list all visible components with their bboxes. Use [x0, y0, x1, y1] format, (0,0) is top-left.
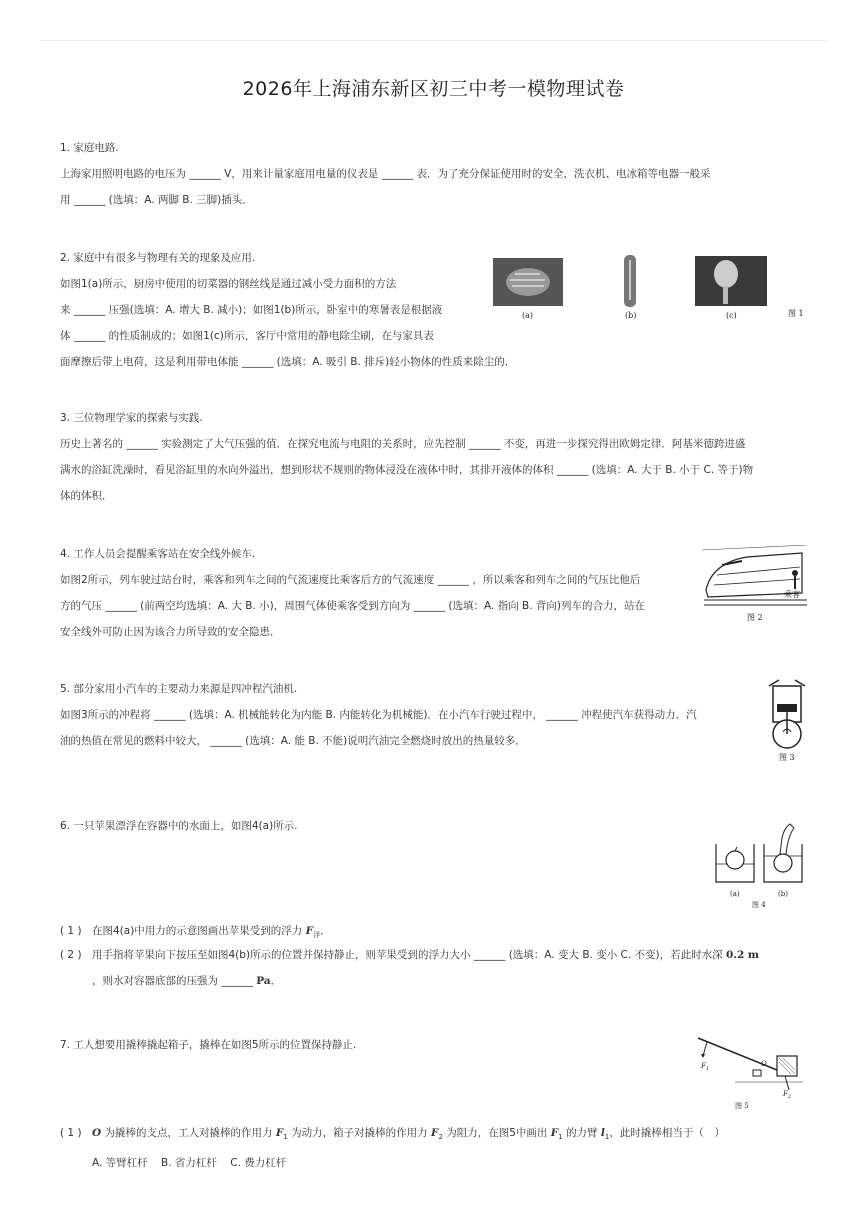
figure-5: [695, 1034, 805, 1114]
fig1b-label: (b): [625, 311, 637, 320]
q7-text-e: 的力臂: [566, 1127, 598, 1139]
svg-text:F1: [700, 1062, 709, 1072]
q2-line-4: 面摩擦后带上电荷，这是利用带电体能 ______ (选填：A. 吸引 B. 排斥)轻小物体的性质来除尘的．: [60, 356, 516, 368]
fig4a-label: (a): [730, 890, 740, 898]
question-1: [60, 135, 711, 213]
q7-f1-symbol-2: F: [550, 1127, 559, 1139]
question-6: [60, 813, 298, 839]
q3-line-2: 满水的浴缸洗澡时，看见浴缸里的水向外溢出，想到形状不规则的物体浸没在液体中时，其排开液体的体积 ______ (选填：A. 大于 B. 小于 C. 等于)物: [60, 464, 754, 476]
passenger-figure: [792, 570, 798, 576]
q6-part-1-end: ．: [320, 925, 331, 937]
q7-f2-symbol: F: [430, 1127, 439, 1139]
page-title: 2026年上海浦东新区初三中考一模物理试卷: [242, 78, 625, 100]
q7-option-b: B. 省力杠杆: [161, 1157, 217, 1170]
q7-text-f: ，此时撬棒相当于（ ）: [609, 1127, 725, 1139]
q7-part-1-number: ( 1 ): [60, 1127, 82, 1139]
q7-o-symbol: O: [92, 1127, 102, 1139]
q5-heading: 5. 部分家用小汽车的主要动力来源是四冲程汽油机.: [60, 683, 298, 695]
q6-part-1-number: ( 1 ): [60, 925, 82, 937]
q6-part-2-text-b: ，则水对容器底部的压强为 ______: [92, 975, 253, 987]
q4-line-3: 安全线外可防止因为该合力所导致的安全隐患．: [60, 626, 281, 638]
apple-b: [774, 854, 792, 872]
q2-heading: 2. 家庭中有很多与物理有关的现象及应用.: [60, 252, 256, 264]
q7-options: [60, 1150, 820, 1176]
q3-line-1: 历史上著名的 ______ 实验测定了大气压强的值．在探究电流与电阻的关系时，应先控制 ______ 不变，再进一步探究得出欧姆定律．阿基米德跨进盛: [60, 438, 746, 450]
question-4: [60, 541, 645, 645]
q6-pressure-unit: Pa: [256, 975, 271, 987]
q6-part-2-text: 用手指将苹果向下按压至如图4(b)所示的位置并保持静止，则苹果受到的浮力大小 ______ (选填：A. 变大 B. 变小 C. 不变)，若此时水深: [92, 949, 723, 961]
fig5-f2-sub: 2: [787, 1094, 792, 1100]
q7-option-c: C. 费力杠杆: [230, 1157, 287, 1170]
q2-line-3: 体 ______ 的性质制成的；如图1(c)所示，客厅中常用的静电除尘刷，在与家具表: [60, 330, 434, 342]
q7-f1-sub: 1: [283, 1133, 288, 1142]
fig1-caption: 图 1: [788, 309, 804, 318]
fig1c-label: (c): [726, 311, 737, 320]
question-7: [60, 1032, 356, 1058]
q7-text-b: 为撬棒的支点，工人对撬棒的作用力: [104, 1127, 273, 1139]
question-3: [60, 405, 753, 509]
q4-line-1: 如图2所示，列车驶过站台时，乘客和列车之间的气流速度比乘客后方的气流速度 ______ ，所以乘客和列车之间的气压比他后: [60, 574, 641, 586]
apple-a: [726, 851, 744, 869]
q6-part-1-text: 在图4(a)中用力的示意图画出苹果受到的浮力: [92, 925, 303, 937]
q1-line-2: 用 ______ (选填：A. 两脚 B. 三脚)插头．: [60, 194, 253, 206]
q7-l1-symbol: l: [600, 1127, 605, 1139]
piston: [777, 704, 797, 712]
finger: [780, 824, 794, 854]
fig2-caption: 图 2: [747, 613, 763, 622]
q5-line-1: 如图3所示的冲程将 ______ (选填：A. 机械能转化为内能 B. 内能转化为机械能)．在小汽车行驶过程中， ______ 冲程使汽车获得动力．汽: [60, 709, 697, 721]
q2-line-2: 来 ______ 压强(选填：A. 增大 B. 减小)；如图1(b)所示，卧室中的寒暑表是根据液: [60, 304, 443, 316]
fig5-o-label: O: [761, 1060, 767, 1068]
q6-depth-value: 0.2 m: [725, 949, 760, 961]
figure-4: [712, 816, 807, 911]
q7-text-c: 为动力，箱子对撬棒的作用力: [291, 1127, 428, 1139]
crowbar: [698, 1038, 787, 1074]
q7-f2-sub: 2: [438, 1133, 443, 1142]
fig3-caption: 图 3: [779, 753, 795, 762]
q7-part-1: [60, 1120, 820, 1176]
fig4b-label: (b): [778, 890, 788, 898]
q6-heading: 6. 一只苹果漂浮在容器中的水面上，如图4(a)所示.: [60, 820, 298, 832]
fig5-f2-symbol: F: [783, 1090, 788, 1098]
figure-2: [702, 545, 812, 625]
question-2: [60, 245, 515, 375]
q6-part-2-number: ( 2 ): [60, 949, 82, 961]
q6-part-2: [60, 942, 810, 994]
q3-line-3: 体的体积．: [60, 490, 113, 502]
fig4-caption: 图 4: [752, 901, 766, 909]
q4-heading: 4. 工作人员会提醒乘客站在安全线外候车.: [60, 548, 256, 560]
fig5-f1-sub: 1: [705, 1066, 710, 1072]
svg-text:F2: [782, 1090, 791, 1100]
q6-buoyancy-sub: 浮: [313, 931, 321, 940]
fig2-passenger-label: 乘客: [784, 590, 800, 599]
q6-part-2-end: ．: [270, 975, 282, 987]
q3-heading: 3. 三位物理学家的探索与实践.: [60, 412, 203, 424]
q6-buoyancy-symbol: F: [305, 925, 314, 937]
fig5-f1-symbol: F: [701, 1062, 706, 1070]
figure-3: [765, 676, 810, 766]
q7-text-d: 为阻力，在图5中画出: [446, 1127, 548, 1139]
q1-heading: 1. 家庭电路.: [60, 142, 119, 154]
top-rule: [40, 40, 827, 41]
figure-1: [490, 250, 810, 325]
q4-line-2: 方的气压 ______ (前两空均选填：A. 大 B. 小)，周围气体使乘客受到方向为 ______ (选填：A. 指向 B. 背向)列车的合力，站在: [60, 600, 646, 612]
fulcrum-block: [753, 1070, 761, 1076]
q7-f1-sub-2: 1: [558, 1133, 563, 1142]
q7-heading: 7. 工人想要用撬棒撬起箱子，撬棒在如图5所示的位置保持静止.: [60, 1039, 357, 1051]
fig5-caption: 图 5: [735, 1102, 749, 1110]
q7-f1-symbol: F: [275, 1127, 284, 1139]
q7-option-a: A. 等臂杠杆: [92, 1157, 148, 1170]
q1-line-1: 上海家用照明电路的电压为 ______ V，用来计量家庭用电量的仪表是 ______ 表．为了充分保证使用时的安全，洗衣机、电冰箱等电器一般采: [60, 168, 711, 180]
q7-l1-sub: 1: [604, 1133, 610, 1142]
q2-line-1: 如图1(a)所示，厨房中使用的切菜器的钢丝线是通过减小受力面积的方法: [60, 278, 397, 290]
fig1a-label: (a): [522, 311, 534, 320]
question-5: [60, 676, 697, 754]
q5-line-2: 油的热值在常见的燃料中较大， ______ (选填：A. 能 B. 不能)说明汽油完全燃烧时放出的热量较多．: [60, 735, 526, 747]
